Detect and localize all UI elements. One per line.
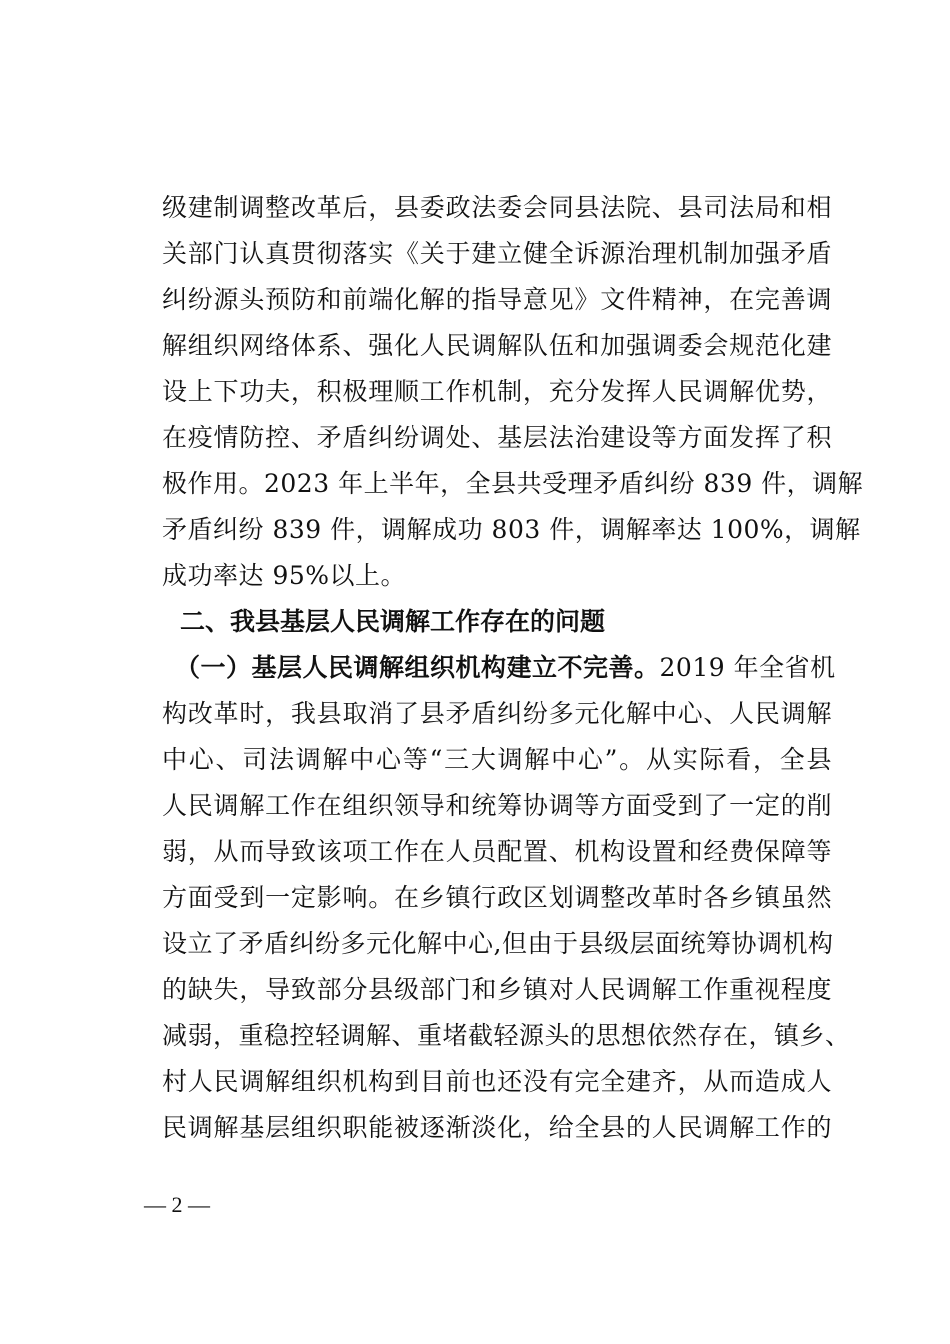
- text-line: [175, 646, 836, 690]
- text-line: 设上下功夫，积极理顺工作机制，充分发挥人民调解优势，: [162, 377, 832, 406]
- text-line: 成功率达 95%以上。: [162, 561, 407, 590]
- text-line: 方面受到一定影响。在乡镇行政区划调整改革时各乡镇虽然: [162, 883, 832, 912]
- text-line: 解组织网络体系、强化人民调解队伍和加强调委会规范化建: [162, 331, 832, 360]
- text-line: 极作用。2023 年上半年，全县共受理矛盾纠纷 839 件，调解: [162, 469, 864, 498]
- text-line: 中心、司法调解中心等“三大调解中心”。从实际看，全县: [162, 745, 832, 774]
- text-line: 构改革时，我县取消了县矛盾纠纷多元化解中心、人民调解: [162, 699, 832, 728]
- text-line: 设立了矛盾纠纷多元化解中心,但由于县级层面统筹协调机构: [162, 929, 834, 958]
- text-line: 在疫情防控、矛盾纠纷调处、基层法治建设等方面发挥了积: [162, 423, 832, 452]
- text-line: 关部门认真贯彻落实《关于建立健全诉源治理机制加强矛盾: [162, 239, 832, 268]
- text-line: 纠纷源头预防和前端化解的指导意见》文件精神，在完善调: [162, 285, 832, 314]
- text-line: 民调解基层组织职能被逐渐淡化，给全县的人民调解工作的: [162, 1113, 832, 1142]
- text-line: 减弱，重稳控轻调解、重堵截轻源头的思想依然存在，镇乡、: [162, 1021, 851, 1050]
- text-segment: 2019 年全省机: [659, 653, 836, 682]
- text-line: 的缺失，导致部分县级部门和乡镇对人民调解工作重视程度: [162, 975, 832, 1004]
- text-line: 矛盾纠纷 839 件，调解成功 803 件，调解率达 100%，调解: [162, 515, 861, 544]
- text-line: 人民调解工作在组织领导和统筹协调等方面受到了一定的削: [162, 791, 832, 820]
- section-heading: 二、我县基层人民调解工作存在的问题: [180, 607, 606, 636]
- subsection-heading: （一）基层人民调解组织机构建立不完善。: [175, 653, 660, 682]
- text-line: 弱，从而导致该项工作在人员配置、机构设置和经费保障等: [162, 837, 832, 866]
- text-line: 级建制调整改革后，县委政法委会同县法院、县司法局和相: [162, 193, 832, 222]
- page-number: — 2 —: [144, 1192, 210, 1217]
- text-line: 村人民调解组织机构到目前也还没有完全建齐，从而造成人: [162, 1067, 832, 1096]
